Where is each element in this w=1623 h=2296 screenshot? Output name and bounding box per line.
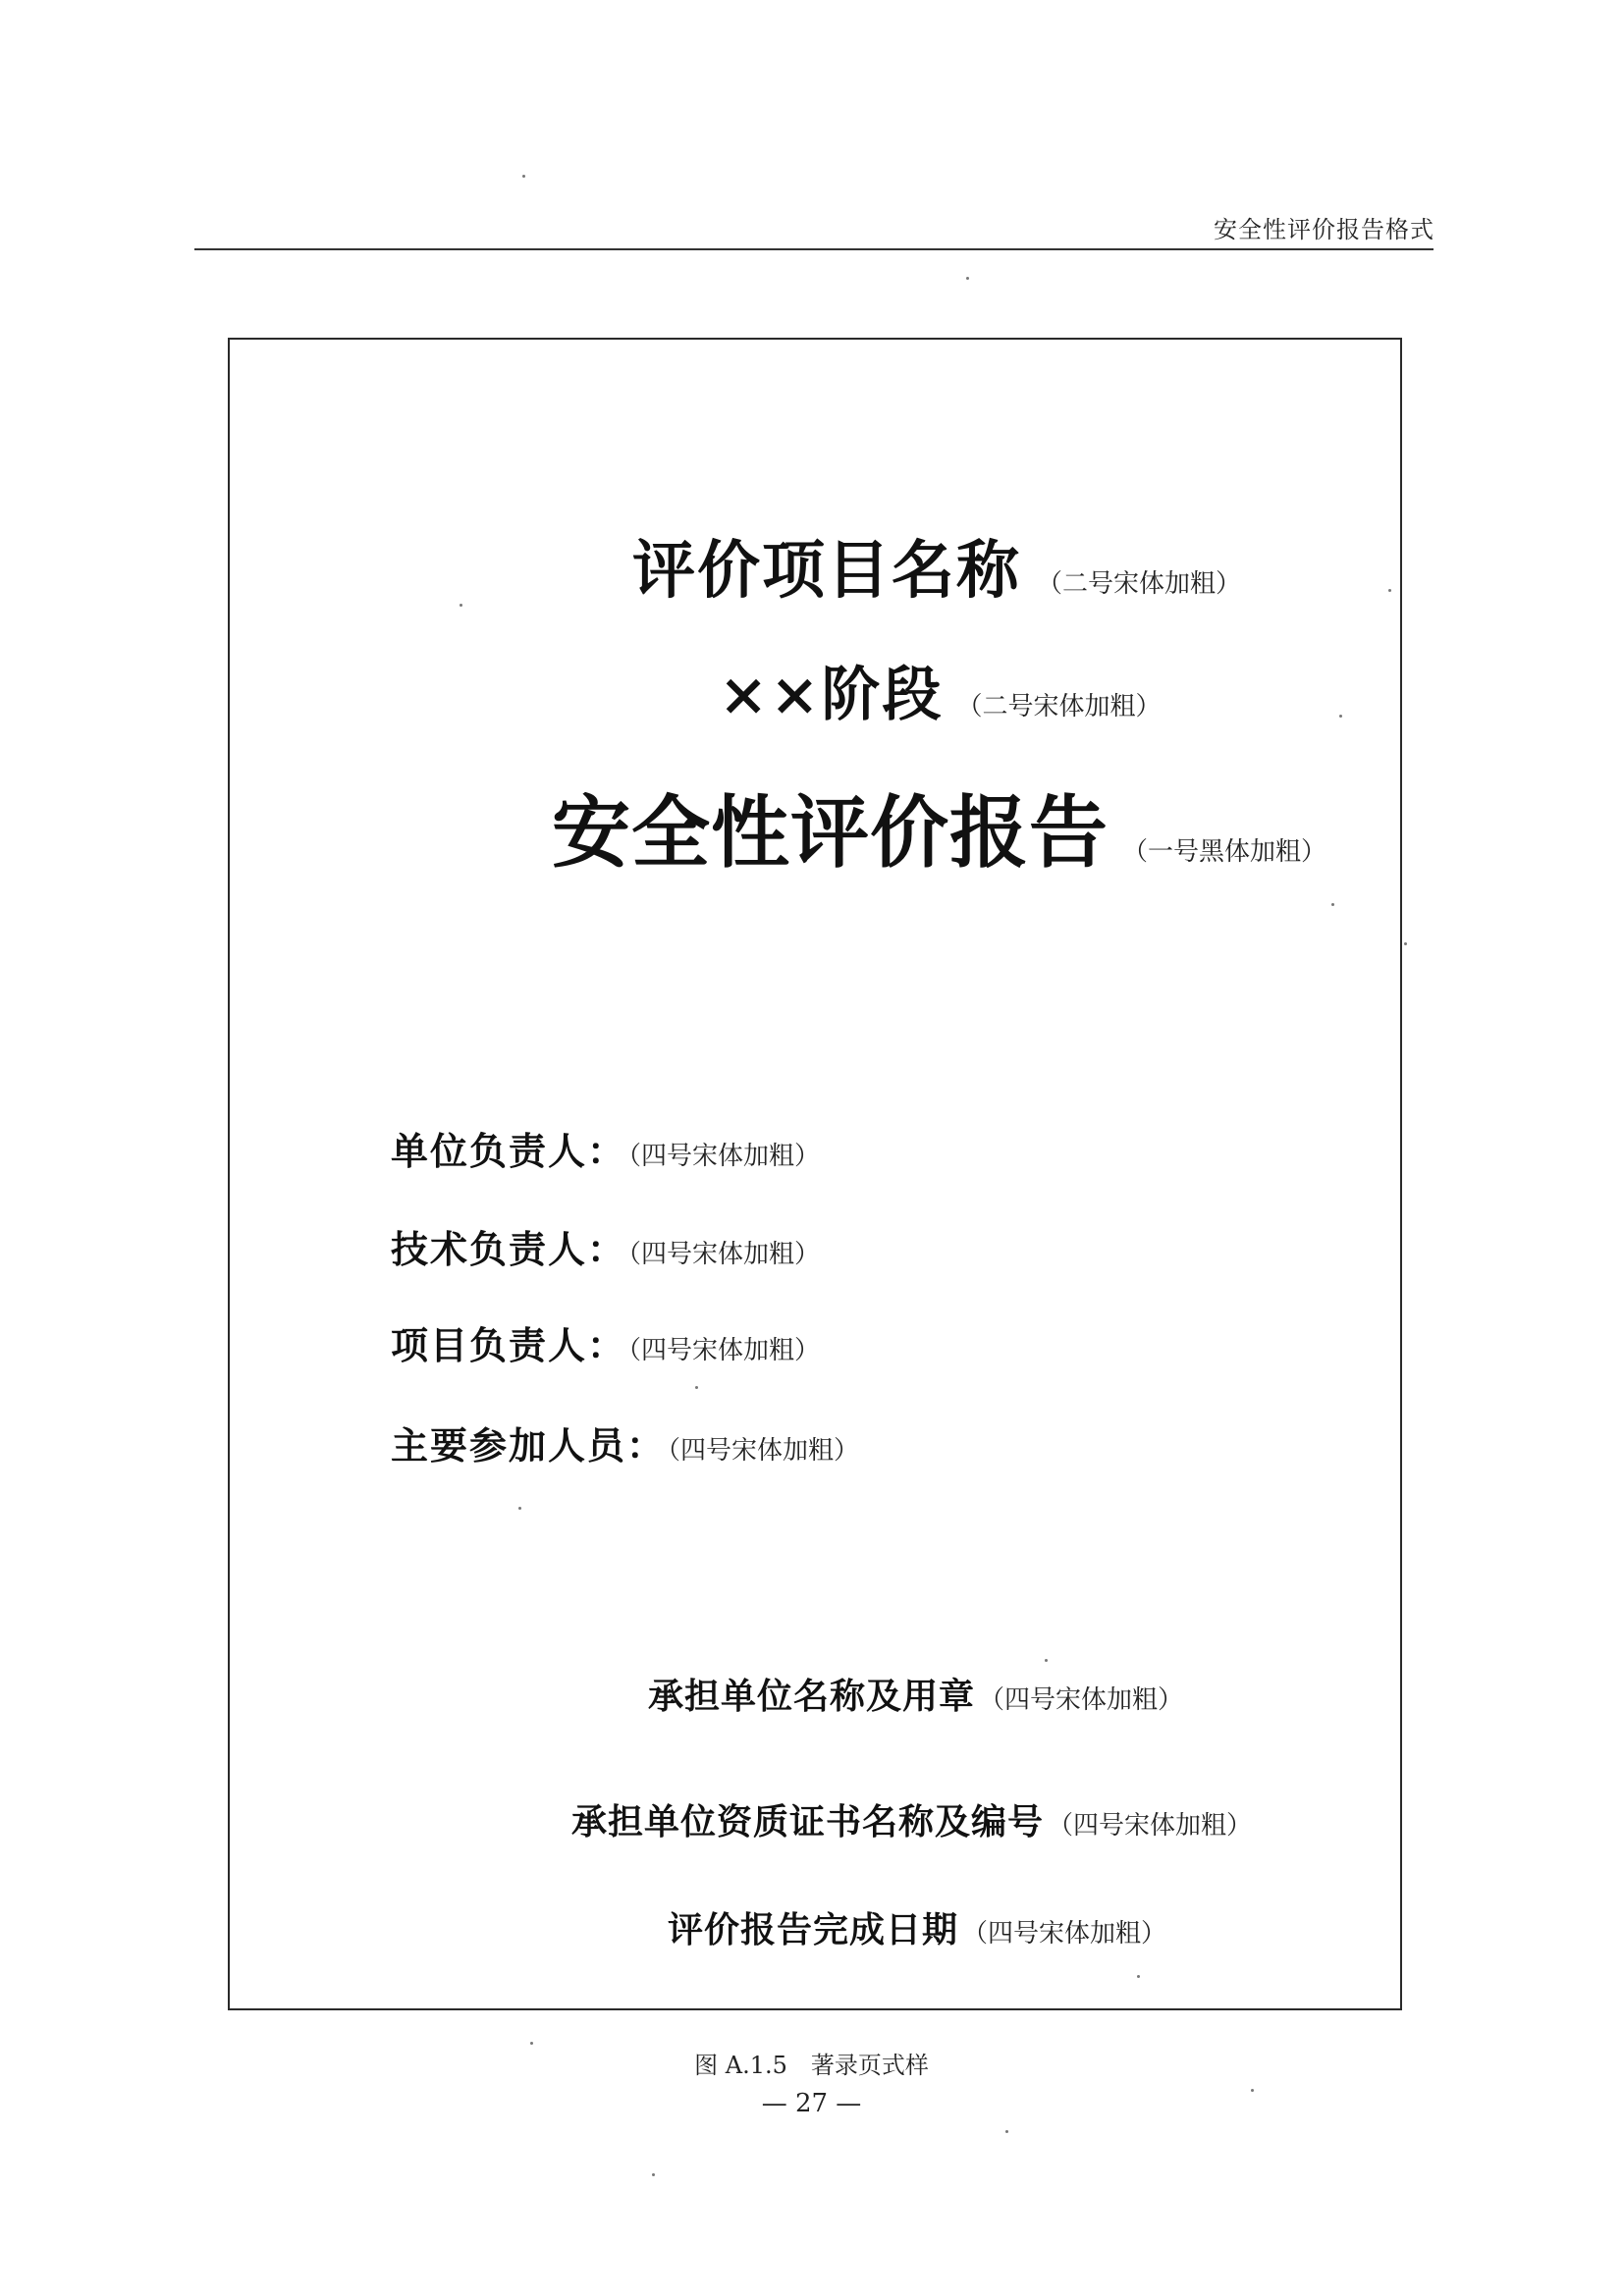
- scan-speck: [1251, 2089, 1254, 2092]
- header-rule: [194, 248, 1434, 250]
- scan-speck: [522, 175, 525, 178]
- personnel-row-participants: [391, 1415, 859, 1469]
- scan-speck: [460, 604, 462, 607]
- stage-name: ××阶段: [719, 661, 944, 729]
- project-name: 评价项目名称: [632, 534, 1021, 608]
- organization-text: 承担单位名称及用章: [648, 1676, 976, 1717]
- completion-date-line: [668, 1902, 1166, 1952]
- organization-format-note: （四号宋体加粗）: [962, 1919, 1167, 1949]
- scan-speck: [1045, 1659, 1048, 1662]
- personnel-row-unit-head: [391, 1121, 820, 1175]
- scan-speck: [1404, 942, 1407, 945]
- organization-text: 评价报告完成日期: [668, 1909, 959, 1950]
- project-name-line: [632, 520, 1241, 611]
- personnel-label: 主要参加人员：: [391, 1423, 667, 1468]
- personnel-label: 项目负责人：: [391, 1323, 627, 1367]
- personnel-row-technical-head: [391, 1219, 820, 1273]
- scan-speck: [652, 2173, 655, 2176]
- report-title-format-note: （一号黑体加粗）: [1122, 837, 1327, 867]
- personnel-label: 技术负责人：: [391, 1227, 627, 1271]
- scan-speck: [1331, 903, 1334, 906]
- scan-speck: [530, 2042, 533, 2045]
- organization-text: 承担单位资质证书名称及编号: [571, 1801, 1045, 1842]
- personnel-label: 单位负责人：: [391, 1129, 627, 1173]
- scan-speck: [1005, 2130, 1008, 2133]
- scan-speck: [1137, 1975, 1140, 1978]
- personnel-format-note: （四号宋体加粗）: [628, 1142, 821, 1171]
- personnel-format-note: （四号宋体加粗）: [628, 1336, 821, 1365]
- page-number: — 27 —: [761, 2089, 862, 2118]
- stage-line: [719, 648, 1162, 732]
- scan-speck: [695, 1386, 698, 1389]
- personnel-format-note: （四号宋体加粗）: [668, 1436, 860, 1466]
- organization-format-note: （四号宋体加粗）: [1048, 1811, 1253, 1841]
- organization-format-note: （四号宋体加粗）: [979, 1685, 1184, 1715]
- personnel-format-note: （四号宋体加粗）: [628, 1240, 821, 1269]
- stage-format-note: （二号宋体加粗）: [956, 692, 1162, 721]
- figure-caption: 图 A.1.5 著录页式样: [694, 2052, 929, 2079]
- scan-speck: [966, 277, 969, 280]
- project-name-format-note: （二号宋体加粗）: [1037, 569, 1242, 599]
- scan-speck: [518, 1507, 521, 1510]
- personnel-row-project-head: [391, 1315, 820, 1369]
- report-title: 安全性评价报告: [552, 787, 1109, 879]
- report-title-line: [552, 770, 1326, 882]
- scan-speck: [1339, 715, 1342, 718]
- organization-certificate-line: [571, 1794, 1252, 1844]
- organization-name-line: [648, 1669, 1183, 1719]
- running-header: 安全性评价报告格式: [1214, 216, 1434, 243]
- scan-speck: [1388, 589, 1391, 592]
